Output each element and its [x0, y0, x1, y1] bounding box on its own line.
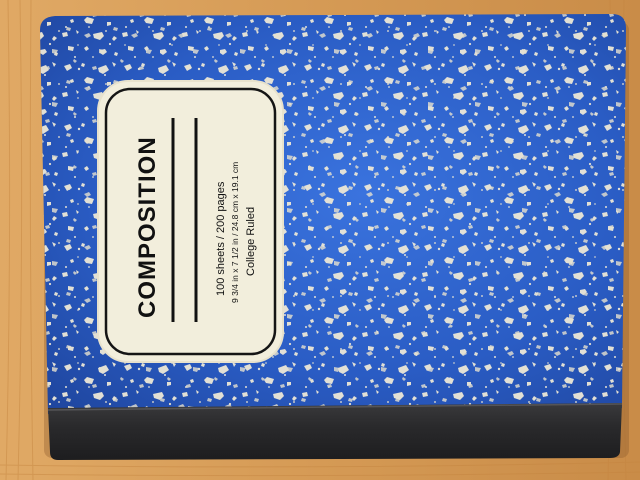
label-sheets: 100 sheets / 200 pages	[215, 181, 227, 296]
notebook-spine	[48, 403, 622, 460]
label-title: COMPOSITION	[134, 136, 161, 318]
label-dimensions: 9 3/4 in x 7 1/2 in / 24.8 cm x 19.1 cm	[230, 161, 240, 303]
label-ruling: College Ruled	[245, 206, 257, 276]
cover-label	[98, 81, 283, 362]
